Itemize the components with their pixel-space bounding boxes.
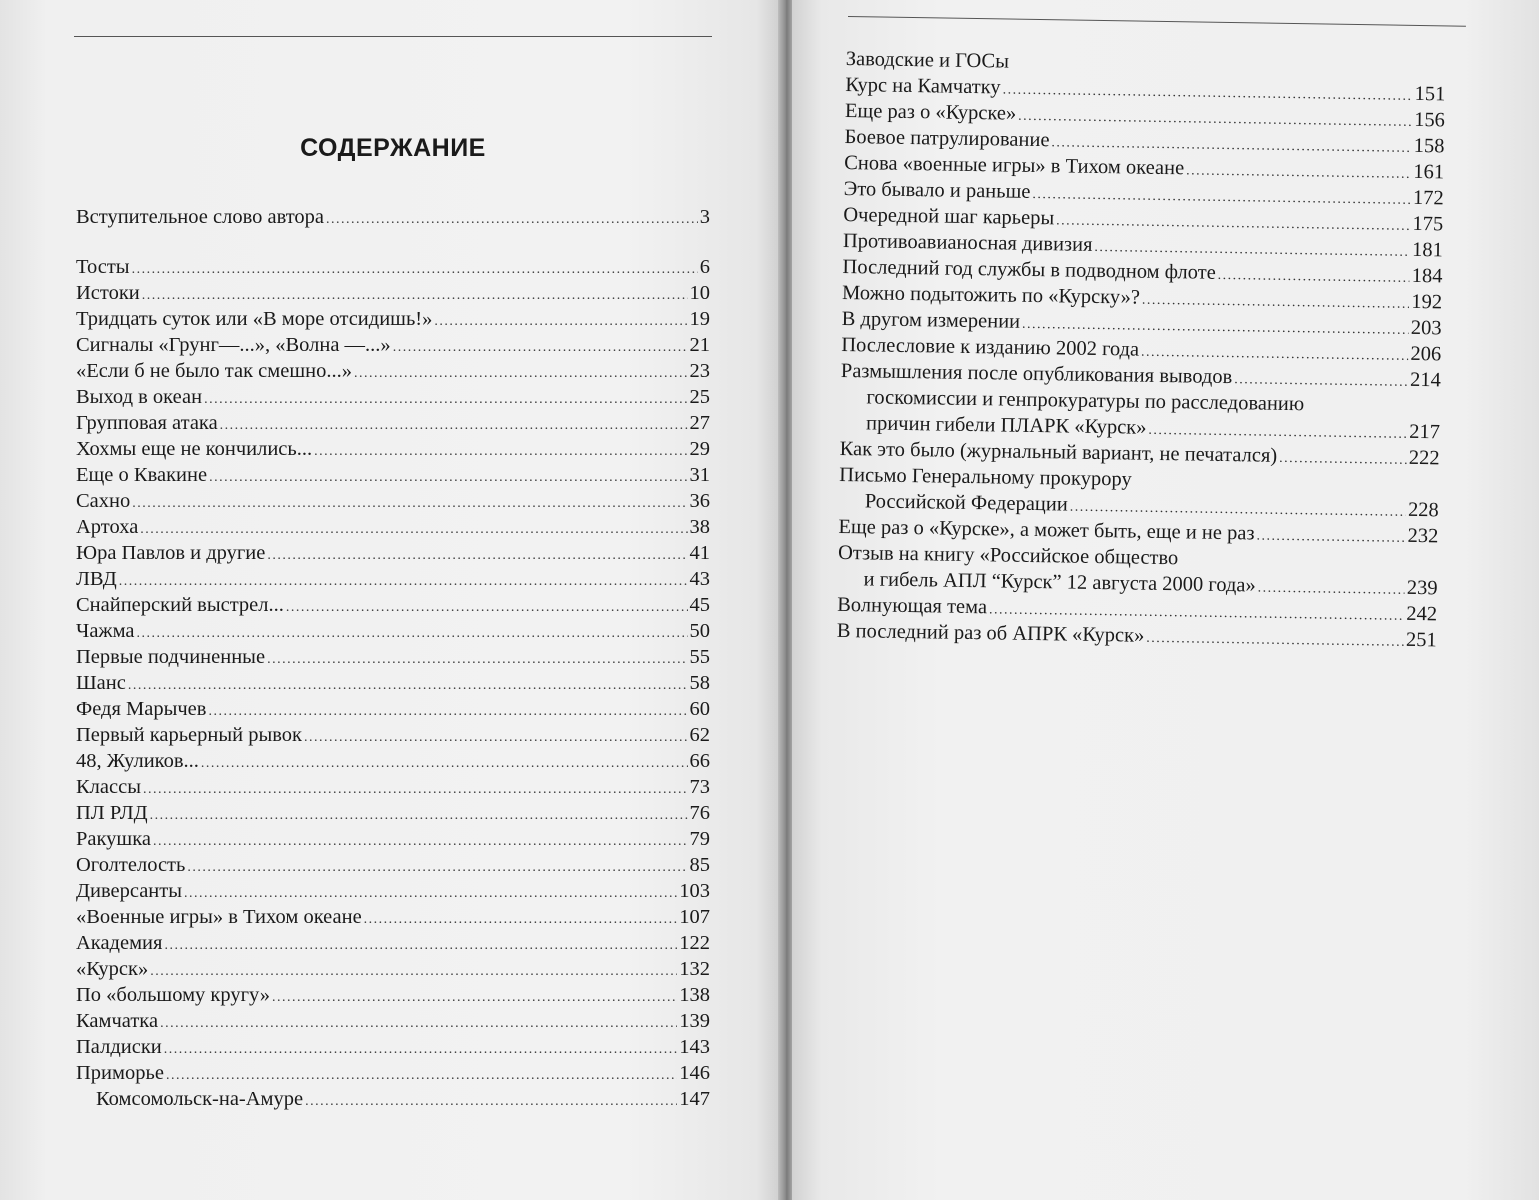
toc-entry: Сахно ..... 36 bbox=[76, 488, 710, 514]
header-rule bbox=[74, 36, 712, 37]
toc-entry: По «большому кругу» ..... 138 bbox=[76, 982, 710, 1008]
toc-entry: ЛВД ..... 43 bbox=[76, 566, 710, 592]
toc-entry: Академия ..... 122 bbox=[76, 930, 710, 956]
toc-entry: Приморье ..... 146 bbox=[76, 1060, 710, 1086]
toc-entry: Чажма ..... 50 bbox=[76, 618, 710, 644]
toc-entry: В другом измерении ..... 203 bbox=[842, 306, 1442, 341]
toc-entry: Юра Павлов и другие ..... 41 bbox=[76, 540, 710, 566]
toc-entry: «Военные игры» в Тихом океане ..... 107 bbox=[76, 904, 710, 930]
toc-entry: Письмо Генеральному прокурору bbox=[839, 463, 1132, 491]
toc-entry: Тридцать суток или «В море отсидишь!» ..... 19 bbox=[76, 306, 710, 332]
toc-entry: Можно подытожить по «Курску»? ..... 192 bbox=[842, 280, 1442, 315]
toc-entry: «Если б не было так смешно...» ..... 23 bbox=[76, 358, 710, 384]
toc-entry: Еще раз о «Курске», а может быть, еще и не раз ..... 232 bbox=[838, 514, 1438, 549]
toc-entry: причин гибели ПЛАРК «Курск» ..... 217 bbox=[840, 410, 1440, 445]
toc-entry: Боевое патрулирование ..... 158 bbox=[844, 124, 1444, 159]
toc-title: СОДЕРЖАНИЕ bbox=[300, 134, 486, 162]
toc-gap bbox=[76, 230, 710, 254]
toc-entry: Первые подчиненные ..... 55 bbox=[76, 644, 710, 670]
toc-entry: Истоки ..... 10 bbox=[76, 280, 710, 306]
toc-entry: ПЛ РЛД ..... 76 bbox=[76, 800, 710, 826]
toc-entry: Групповая атака ..... 27 bbox=[76, 410, 710, 436]
toc-entry: Тосты ..... 6 bbox=[76, 254, 710, 280]
toc-entry: Курс на Камчатку ..... 151 bbox=[845, 72, 1445, 107]
toc-entry: Противоавианосная дивизия ..... 181 bbox=[843, 228, 1443, 263]
toc-entry: Шанс ..... 58 bbox=[76, 670, 710, 696]
toc-entry: Классы ..... 73 bbox=[76, 774, 710, 800]
toc-entry: Федя Марычев ..... 60 bbox=[76, 696, 710, 722]
toc-entry: В последний раз об АПРК «Курск» ..... 251 bbox=[837, 618, 1437, 653]
toc-entry: Комсомольск-на-Амуре ..... 147 bbox=[76, 1086, 710, 1112]
toc-entry: Первый карьерный рывок ..... 62 bbox=[76, 722, 710, 748]
toc-entry: Выход в океан ..... 25 bbox=[76, 384, 710, 410]
toc-entry: Очередной шаг карьеры ..... 175 bbox=[843, 202, 1443, 237]
toc-entry: Послесловие к изданию 2002 года ..... 206 bbox=[841, 332, 1441, 367]
toc-entry: Последний год службы в подводном флоте ..... 184 bbox=[842, 254, 1442, 289]
toc-entry: Артоха ..... 38 bbox=[76, 514, 710, 540]
toc-entry: 48, Жуликов... ..... 66 bbox=[76, 748, 710, 774]
toc-entry: Волнующая тема ..... 242 bbox=[837, 592, 1437, 627]
toc-entry: Камчатка ..... 139 bbox=[76, 1008, 710, 1034]
toc-entry: и гибель АПЛ “Курск” 12 августа 2000 года» ..... 239 bbox=[837, 566, 1437, 601]
toc-entry: Как это было (журнальный вариант, не печатался) ..... 222 bbox=[839, 436, 1439, 471]
toc-entry: Еще о Квакине ..... 31 bbox=[76, 462, 710, 488]
toc-entry: Диверсанты ..... 103 bbox=[76, 878, 710, 904]
toc-entry: Хохмы еще не кончились... ..... 29 bbox=[76, 436, 710, 462]
toc-entry: «Курск» ..... 132 bbox=[76, 956, 710, 982]
toc-entry: Снова «военные игры» в Тихом океане ..... 161 bbox=[844, 150, 1444, 185]
toc-entry: Заводские и ГОСы bbox=[845, 47, 1010, 73]
toc-entry: Оголтелость ..... 85 bbox=[76, 852, 710, 878]
toc-list-right bbox=[837, 46, 1446, 653]
toc-list-left bbox=[76, 204, 710, 1112]
toc-entry: Вступительное слово автора ..... 3 bbox=[76, 204, 710, 230]
toc-entry: Сигналы «Грунг—...», «Волна —...» ..... 21 bbox=[76, 332, 710, 358]
toc-entry: Снайперский выстрел... ..... 45 bbox=[76, 592, 710, 618]
toc-entry: Это бывало и раньше ..... 172 bbox=[844, 176, 1444, 211]
toc-entry: Размышления после опубликования выводов ..... 214 bbox=[841, 358, 1441, 393]
toc-entry: Отзыв на книгу «Российское общество bbox=[837, 541, 1179, 570]
toc-entry: Ракушка ..... 79 bbox=[76, 826, 710, 852]
toc-entry: Палдиски ..... 143 bbox=[76, 1034, 710, 1060]
toc-entry-continuation: госкомиссии и генпрокуратуры по расследованию bbox=[866, 386, 1305, 416]
toc-entry: Российской Федерации ..... 228 bbox=[839, 488, 1439, 523]
toc-entry: Еще раз о «Курске» ..... 156 bbox=[845, 98, 1445, 133]
